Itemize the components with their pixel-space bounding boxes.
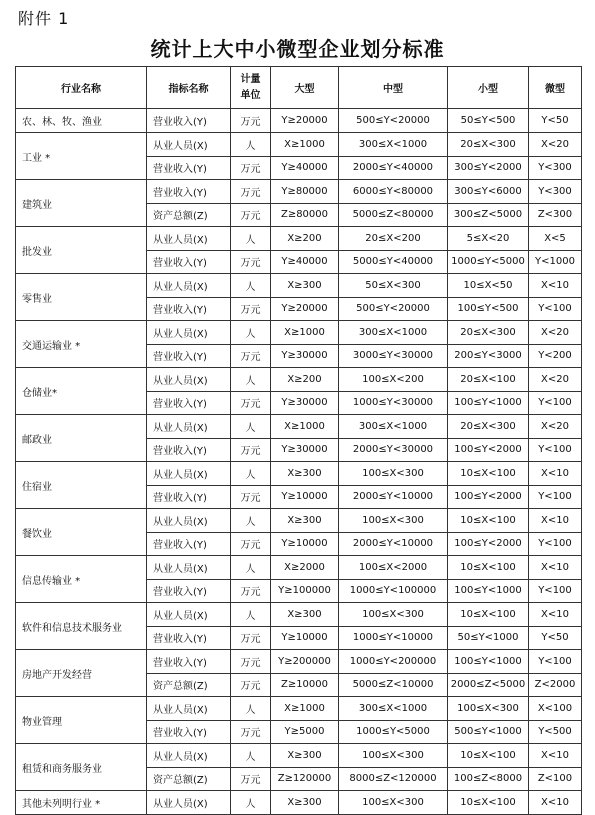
small-threshold-cell: 50≤Y<1000 xyxy=(448,626,529,650)
micro-threshold-cell: X<10 xyxy=(529,509,582,533)
metric-name-cell: 营业收入(Y) xyxy=(147,626,231,650)
micro-threshold-cell: X<100 xyxy=(529,697,582,721)
medium-threshold-cell: 300≤X<1000 xyxy=(339,697,448,721)
micro-threshold-cell: X<10 xyxy=(529,791,582,815)
table-row xyxy=(16,791,582,815)
metric-name-cell: 营业收入(Y) xyxy=(147,180,231,204)
unit-cell: 人 xyxy=(231,321,271,345)
industry-name-cell: 交通运输业 * xyxy=(16,321,147,368)
micro-threshold-cell: X<20 xyxy=(529,415,582,439)
micro-threshold-cell: X<20 xyxy=(529,368,582,392)
micro-threshold-cell: Y<300 xyxy=(529,180,582,204)
table-row xyxy=(16,650,582,674)
medium-threshold-cell: 2000≤Y<30000 xyxy=(339,438,448,462)
micro-threshold-cell: Y<100 xyxy=(529,485,582,509)
unit-cell: 万元 xyxy=(231,485,271,509)
unit-cell: 人 xyxy=(231,509,271,533)
medium-threshold-cell: 500≤Y<20000 xyxy=(339,297,448,321)
classification-table xyxy=(15,66,582,815)
large-threshold-cell: X≥1000 xyxy=(271,133,339,157)
unit-cell: 人 xyxy=(231,462,271,486)
micro-threshold-cell: X<10 xyxy=(529,603,582,627)
table-body xyxy=(16,109,582,815)
micro-threshold-cell: Y<100 xyxy=(529,579,582,603)
table-row xyxy=(16,697,582,721)
metric-name-cell: 从业人员(X) xyxy=(147,227,231,251)
small-threshold-cell: 50≤Y<500 xyxy=(448,109,529,133)
micro-threshold-cell: X<10 xyxy=(529,462,582,486)
table-row xyxy=(16,509,582,533)
metric-name-cell: 从业人员(X) xyxy=(147,274,231,298)
micro-threshold-cell: Y<100 xyxy=(529,391,582,415)
micro-threshold-cell: Y<100 xyxy=(529,297,582,321)
medium-threshold-cell: 300≤X<1000 xyxy=(339,415,448,439)
large-threshold-cell: X≥300 xyxy=(271,744,339,768)
metric-name-cell: 从业人员(X) xyxy=(147,791,231,815)
metric-name-cell: 营业收入(Y) xyxy=(147,485,231,509)
micro-threshold-cell: Y<100 xyxy=(529,650,582,674)
industry-name-cell: 租赁和商务服务业 xyxy=(16,744,147,791)
medium-threshold-cell: 1000≤Y<5000 xyxy=(339,720,448,744)
small-threshold-cell: 100≤Y<1000 xyxy=(448,391,529,415)
metric-name-cell: 营业收入(Y) xyxy=(147,297,231,321)
medium-threshold-cell: 100≤X<300 xyxy=(339,744,448,768)
medium-threshold-cell: 1000≤Y<30000 xyxy=(339,391,448,415)
header-micro: 微型 xyxy=(529,67,582,109)
large-threshold-cell: Y≥40000 xyxy=(271,156,339,180)
industry-name-cell: 住宿业 xyxy=(16,462,147,509)
micro-threshold-cell: X<10 xyxy=(529,274,582,298)
unit-cell: 人 xyxy=(231,603,271,627)
small-threshold-cell: 300≤Z<5000 xyxy=(448,203,529,227)
metric-name-cell: 营业收入(Y) xyxy=(147,650,231,674)
unit-cell: 万元 xyxy=(231,203,271,227)
unit-cell: 万元 xyxy=(231,156,271,180)
metric-name-cell: 从业人员(X) xyxy=(147,697,231,721)
micro-threshold-cell: Y<50 xyxy=(529,109,582,133)
unit-cell: 人 xyxy=(231,415,271,439)
unit-cell: 万元 xyxy=(231,438,271,462)
header-industry: 行业名称 xyxy=(16,67,147,109)
unit-cell: 人 xyxy=(231,133,271,157)
medium-threshold-cell: 100≤X<300 xyxy=(339,509,448,533)
small-threshold-cell: 20≤X<100 xyxy=(448,368,529,392)
metric-name-cell: 从业人员(X) xyxy=(147,368,231,392)
large-threshold-cell: Y≥100000 xyxy=(271,579,339,603)
large-threshold-cell: Y≥5000 xyxy=(271,720,339,744)
large-threshold-cell: X≥300 xyxy=(271,603,339,627)
micro-threshold-cell: Y<300 xyxy=(529,156,582,180)
unit-cell: 万元 xyxy=(231,767,271,791)
micro-threshold-cell: Y<1000 xyxy=(529,250,582,274)
small-threshold-cell: 100≤Z<8000 xyxy=(448,767,529,791)
table-row xyxy=(16,368,582,392)
unit-cell: 万元 xyxy=(231,673,271,697)
micro-threshold-cell: X<20 xyxy=(529,133,582,157)
medium-threshold-cell: 2000≤Y<10000 xyxy=(339,532,448,556)
small-threshold-cell: 100≤Y<500 xyxy=(448,297,529,321)
micro-threshold-cell: X<10 xyxy=(529,744,582,768)
medium-threshold-cell: 300≤X<1000 xyxy=(339,321,448,345)
micro-threshold-cell: Y<100 xyxy=(529,532,582,556)
medium-threshold-cell: 300≤X<1000 xyxy=(339,133,448,157)
small-threshold-cell: 300≤Y<6000 xyxy=(448,180,529,204)
medium-threshold-cell: 8000≤Z<120000 xyxy=(339,767,448,791)
medium-threshold-cell: 20≤X<200 xyxy=(339,227,448,251)
metric-name-cell: 从业人员(X) xyxy=(147,462,231,486)
large-threshold-cell: Y≥10000 xyxy=(271,532,339,556)
large-threshold-cell: X≥300 xyxy=(271,274,339,298)
header-metric: 指标名称 xyxy=(147,67,231,109)
small-threshold-cell: 10≤X<100 xyxy=(448,603,529,627)
attachment-label: 附件 1 xyxy=(18,9,70,28)
large-threshold-cell: X≥1000 xyxy=(271,321,339,345)
micro-threshold-cell: Z<2000 xyxy=(529,673,582,697)
table-header-row xyxy=(16,67,582,109)
industry-name-cell: 建筑业 xyxy=(16,180,147,227)
large-threshold-cell: Y≥200000 xyxy=(271,650,339,674)
large-threshold-cell: X≥300 xyxy=(271,509,339,533)
large-threshold-cell: Y≥80000 xyxy=(271,180,339,204)
medium-threshold-cell: 1000≤Y<10000 xyxy=(339,626,448,650)
industry-name-cell: 软件和信息技术服务业 xyxy=(16,603,147,650)
metric-name-cell: 从业人员(X) xyxy=(147,133,231,157)
unit-cell: 万元 xyxy=(231,720,271,744)
unit-cell: 万元 xyxy=(231,532,271,556)
micro-threshold-cell: X<10 xyxy=(529,556,582,580)
industry-name-cell: 仓储业* xyxy=(16,368,147,415)
metric-name-cell: 从业人员(X) xyxy=(147,321,231,345)
medium-threshold-cell: 3000≤Y<30000 xyxy=(339,344,448,368)
large-threshold-cell: X≥2000 xyxy=(271,556,339,580)
unit-cell: 万元 xyxy=(231,391,271,415)
small-threshold-cell: 100≤Y<2000 xyxy=(448,438,529,462)
large-threshold-cell: X≥1000 xyxy=(271,415,339,439)
metric-name-cell: 资产总额(Z) xyxy=(147,767,231,791)
large-threshold-cell: X≥200 xyxy=(271,368,339,392)
table-row xyxy=(16,744,582,768)
header-medium: 中型 xyxy=(339,67,448,109)
large-threshold-cell: Z≥10000 xyxy=(271,673,339,697)
metric-name-cell: 从业人员(X) xyxy=(147,603,231,627)
small-threshold-cell: 5≤X<20 xyxy=(448,227,529,251)
header-small: 小型 xyxy=(448,67,529,109)
small-threshold-cell: 100≤Y<1000 xyxy=(448,579,529,603)
small-threshold-cell: 20≤X<300 xyxy=(448,415,529,439)
micro-threshold-cell: Z<300 xyxy=(529,203,582,227)
unit-cell: 万元 xyxy=(231,579,271,603)
small-threshold-cell: 20≤X<300 xyxy=(448,321,529,345)
large-threshold-cell: Z≥80000 xyxy=(271,203,339,227)
medium-threshold-cell: 100≤X<300 xyxy=(339,462,448,486)
unit-cell: 人 xyxy=(231,274,271,298)
table-row xyxy=(16,415,582,439)
medium-threshold-cell: 100≤X<300 xyxy=(339,603,448,627)
medium-threshold-cell: 50≤X<300 xyxy=(339,274,448,298)
small-threshold-cell: 10≤X<100 xyxy=(448,462,529,486)
industry-name-cell: 零售业 xyxy=(16,274,147,321)
medium-threshold-cell: 100≤X<2000 xyxy=(339,556,448,580)
unit-cell: 万元 xyxy=(231,650,271,674)
table-row xyxy=(16,227,582,251)
small-threshold-cell: 1000≤Y<5000 xyxy=(448,250,529,274)
small-threshold-cell: 10≤X<100 xyxy=(448,556,529,580)
medium-threshold-cell: 100≤X<200 xyxy=(339,368,448,392)
metric-name-cell: 从业人员(X) xyxy=(147,556,231,580)
unit-cell: 人 xyxy=(231,227,271,251)
large-threshold-cell: X≥200 xyxy=(271,227,339,251)
unit-cell: 万元 xyxy=(231,344,271,368)
table-row xyxy=(16,603,582,627)
micro-threshold-cell: Y<500 xyxy=(529,720,582,744)
metric-name-cell: 营业收入(Y) xyxy=(147,156,231,180)
small-threshold-cell: 300≤Y<2000 xyxy=(448,156,529,180)
page-title: 统计上大中小微型企业划分标准 xyxy=(150,37,445,61)
metric-name-cell: 营业收入(Y) xyxy=(147,720,231,744)
medium-threshold-cell: 5000≤Z<10000 xyxy=(339,673,448,697)
metric-name-cell: 从业人员(X) xyxy=(147,509,231,533)
small-threshold-cell: 2000≤Z<5000 xyxy=(448,673,529,697)
micro-threshold-cell: Y<50 xyxy=(529,626,582,650)
industry-name-cell: 物业管理 xyxy=(16,697,147,744)
medium-threshold-cell: 1000≤Y<100000 xyxy=(339,579,448,603)
metric-name-cell: 从业人员(X) xyxy=(147,415,231,439)
metric-name-cell: 从业人员(X) xyxy=(147,744,231,768)
table-row xyxy=(16,321,582,345)
industry-name-cell: 房地产开发经营 xyxy=(16,650,147,697)
unit-cell: 万元 xyxy=(231,109,271,133)
table-row xyxy=(16,180,582,204)
large-threshold-cell: Y≥20000 xyxy=(271,297,339,321)
unit-cell: 人 xyxy=(231,556,271,580)
large-threshold-cell: Y≥30000 xyxy=(271,391,339,415)
industry-name-cell: 批发业 xyxy=(16,227,147,274)
industry-name-cell: 邮政业 xyxy=(16,415,147,462)
small-threshold-cell: 10≤X<100 xyxy=(448,744,529,768)
metric-name-cell: 营业收入(Y) xyxy=(147,109,231,133)
small-threshold-cell: 100≤Y<2000 xyxy=(448,532,529,556)
industry-name-cell: 其他未列明行业 * xyxy=(16,791,147,815)
table-row xyxy=(16,556,582,580)
large-threshold-cell: Y≥40000 xyxy=(271,250,339,274)
unit-cell: 人 xyxy=(231,697,271,721)
unit-cell: 人 xyxy=(231,368,271,392)
metric-name-cell: 资产总额(Z) xyxy=(147,673,231,697)
industry-name-cell: 信息传输业 * xyxy=(16,556,147,603)
metric-name-cell: 营业收入(Y) xyxy=(147,579,231,603)
small-threshold-cell: 100≤Y<2000 xyxy=(448,485,529,509)
unit-cell: 万元 xyxy=(231,250,271,274)
micro-threshold-cell: X<5 xyxy=(529,227,582,251)
large-threshold-cell: Z≥120000 xyxy=(271,767,339,791)
metric-name-cell: 营业收入(Y) xyxy=(147,344,231,368)
small-threshold-cell: 10≤X<50 xyxy=(448,274,529,298)
metric-name-cell: 营业收入(Y) xyxy=(147,391,231,415)
large-threshold-cell: Y≥20000 xyxy=(271,109,339,133)
large-threshold-cell: Y≥30000 xyxy=(271,344,339,368)
unit-cell: 万元 xyxy=(231,180,271,204)
large-threshold-cell: Y≥10000 xyxy=(271,626,339,650)
medium-threshold-cell: 5000≤Z<80000 xyxy=(339,203,448,227)
medium-threshold-cell: 500≤Y<20000 xyxy=(339,109,448,133)
medium-threshold-cell: 100≤X<300 xyxy=(339,791,448,815)
large-threshold-cell: Y≥30000 xyxy=(271,438,339,462)
small-threshold-cell: 20≤X<300 xyxy=(448,133,529,157)
header-large: 大型 xyxy=(271,67,339,109)
large-threshold-cell: X≥300 xyxy=(271,791,339,815)
metric-name-cell: 资产总额(Z) xyxy=(147,203,231,227)
industry-name-cell: 餐饮业 xyxy=(16,509,147,556)
medium-threshold-cell: 5000≤Y<40000 xyxy=(339,250,448,274)
micro-threshold-cell: Z<100 xyxy=(529,767,582,791)
metric-name-cell: 营业收入(Y) xyxy=(147,250,231,274)
header-unit: 计量单位 xyxy=(231,67,271,109)
metric-name-cell: 营业收入(Y) xyxy=(147,532,231,556)
small-threshold-cell: 100≤Y<1000 xyxy=(448,650,529,674)
micro-threshold-cell: X<20 xyxy=(529,321,582,345)
unit-cell: 人 xyxy=(231,744,271,768)
small-threshold-cell: 500≤Y<1000 xyxy=(448,720,529,744)
unit-cell: 人 xyxy=(231,791,271,815)
micro-threshold-cell: Y<100 xyxy=(529,438,582,462)
medium-threshold-cell: 2000≤Y<40000 xyxy=(339,156,448,180)
table-row xyxy=(16,274,582,298)
unit-cell: 万元 xyxy=(231,297,271,321)
table-row xyxy=(16,133,582,157)
micro-threshold-cell: Y<200 xyxy=(529,344,582,368)
table-row xyxy=(16,109,582,133)
small-threshold-cell: 10≤X<100 xyxy=(448,509,529,533)
industry-name-cell: 农、林、牧、渔业 xyxy=(16,109,147,133)
small-threshold-cell: 10≤X<100 xyxy=(448,791,529,815)
large-threshold-cell: X≥300 xyxy=(271,462,339,486)
small-threshold-cell: 200≤Y<3000 xyxy=(448,344,529,368)
medium-threshold-cell: 1000≤Y<200000 xyxy=(339,650,448,674)
large-threshold-cell: X≥1000 xyxy=(271,697,339,721)
large-threshold-cell: Y≥10000 xyxy=(271,485,339,509)
medium-threshold-cell: 6000≤Y<80000 xyxy=(339,180,448,204)
table-row xyxy=(16,462,582,486)
medium-threshold-cell: 2000≤Y<10000 xyxy=(339,485,448,509)
metric-name-cell: 营业收入(Y) xyxy=(147,438,231,462)
small-threshold-cell: 100≤X<300 xyxy=(448,697,529,721)
unit-cell: 万元 xyxy=(231,626,271,650)
industry-name-cell: 工业 * xyxy=(16,133,147,180)
